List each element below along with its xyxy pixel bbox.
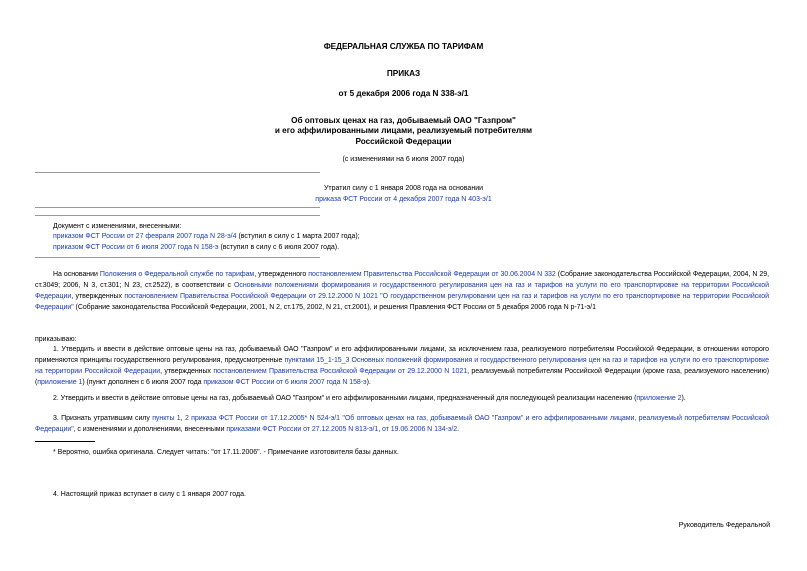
doc-title-line-1: Об оптовых ценах на газ, добываемый ОАО "Газпром" (291, 116, 516, 125)
doc-type: ПРИКАЗ (386, 69, 421, 78)
basic-provisions-link[interactable]: Основными положениями формирования и государственного регулирования цен на газ и тарифов на услуги по его транспортировке на территории Российской Федерации (35, 281, 770, 300)
item-text: 2. Утвердить и ввести в действие оптовые цены на газ, добываемый ОАО "Газпром" и его аффилированными лицами, предназначенный для последующей реализации населению ( (53, 395, 637, 402)
changes-intro: Документ с изменениями, внесенными: (53, 223, 182, 230)
agency-name: ФЕДЕРАЛЬНАЯ СЛУЖБА ПО ТАРИФАМ (323, 42, 484, 51)
order-158-link[interactable]: приказом ФСТ России от 6 июля 2007 года N 158-э (203, 378, 367, 386)
item-1-paragraph (35, 345, 769, 389)
basis-text: , утвержденных (71, 292, 125, 300)
item-text: , утвержденных (160, 367, 214, 375)
order-word: приказываю: (35, 336, 77, 343)
footnote-separator (35, 441, 95, 442)
gov-decree-332-link[interactable]: постановлением Правительства Российской Федерации от 30.06.2004 N 332 (308, 271, 556, 278)
gov-decree-1021-link[interactable]: постановлением Правительства Российской Федерации от 29.12.2000 N 1021 "О государственном регулировании цен на газ и тарифов на услуги по его транспортировке на территории Российской Федерации" (35, 292, 769, 311)
order-524-link[interactable]: приказа ФСТ России от 17.12.2005* N 524-э/1 "Об оптовых ценах на газ, добываемый ОАО "Газпром" и его аффилированными лицами, реализуемый потребителям Российской Федерации" (35, 415, 769, 433)
basis-text: (Собрание законодательства Российской Федерации, 2004, N 29, ст.3049; 2006, N 3, ст.301; N 23, ст.2522), в соответствии с (35, 271, 769, 289)
change-item-1-tail: (вступил в силу с 1 марта 2007 года); (236, 233, 360, 240)
item-4-paragraph: 4. Настоящий приказ вступает в силу с 1 января 2007 года. (53, 491, 246, 498)
changes-item-1 (53, 231, 360, 242)
points-15-link[interactable]: пунктами 15_1-15_3 Основных положений формирования и государственного регулирования цен на газ и тарифов на услуги по его транспортировке на территории Российской Федерации (35, 356, 770, 375)
item-2-paragraph (35, 394, 769, 405)
item-text: , с изменениями и дополнениями, внесенными (73, 425, 227, 433)
doc-title-line-2: и его аффилированными лицами, реализуемый потребителям (274, 126, 533, 135)
item-text: , (378, 425, 383, 433)
expired-order-link[interactable]: приказа ФСТ России от 4 декабря 2007 года N 403-э/1 (315, 196, 492, 203)
change-order-link-2[interactable]: приказом ФСТ России от 6 июля 2007 года N 158-э (53, 244, 219, 251)
item-3-paragraph (35, 414, 769, 436)
item-text: , реализуемый потребителям Российской Федерации (кроме газа, реализуемого населению) ( (35, 367, 769, 386)
item-text: 3. Признать утратившим силу (53, 415, 153, 422)
fst-regulation-link[interactable]: Положения о Федеральной службе по тарифам (99, 271, 255, 278)
appendix-2-link[interactable]: приложение 2 (636, 395, 682, 402)
basis-text: (Собрание законодательства Российской Федерации, 2001, N 2, ст.175, 2002, N 21, ст.2001), и решения Правления ФСТ России от 5 декабря 2006 года N р-71-э/1 (73, 303, 596, 311)
amendment-note: (с изменениями на 6 июля 2007 года) (342, 156, 465, 163)
point-2-link[interactable]: 2 (184, 415, 189, 422)
separator-line (35, 207, 320, 208)
item-text: ) (пункт дополнен с 6 июля 2007 года (82, 378, 204, 386)
item-text: . (457, 425, 460, 433)
point-1-link[interactable]: пункты 1 (152, 415, 181, 422)
appendix-1-link[interactable]: приложение 1 (37, 378, 83, 386)
item-text: ). (681, 395, 686, 402)
basis-text: , утвержденного (254, 271, 309, 278)
separator-line (35, 257, 320, 258)
order-813-link[interactable]: приказами ФСТ России от 27.12.2005 N 813-э/1 (226, 425, 379, 433)
item-text: 1. Утвердить и ввести в действие оптовые цены на газ, добываемый ОАО "Газпром" и его аффилированными лицами, за исключением газа, реализуемого потребителям Российской Федерации, в отношении которого применяются принципы государственного регулирования, предусмотренные (35, 346, 769, 364)
basis-paragraph (35, 270, 769, 314)
item-text: ). (366, 378, 371, 386)
doc-date-number: от 5 декабря 2006 года N 338-э/1 (338, 89, 469, 98)
changes-item-2 (53, 242, 339, 253)
change-order-link-1[interactable]: приказом ФСТ России от 27 февраля 2007 года N 28-э/4 (53, 233, 237, 240)
expired-note: Утратил силу с 1 января 2008 года на основании (323, 185, 484, 192)
footnote: * Вероятно, ошибка оригинала. Следует читать: "от 17.11.2006". - Примечание изготовителя базы данных. (53, 449, 399, 456)
basis-text: На основании (53, 271, 100, 278)
separator-line (35, 215, 320, 216)
doc-title-line-3: Российской Федерации (355, 137, 452, 146)
item-text: , (180, 415, 185, 422)
expired-note-link-wrap (0, 194, 807, 205)
change-item-2-tail: (вступил в силу с 6 июля 2007 года). (218, 244, 340, 251)
signature-title: Руководитель Федеральной (678, 522, 770, 529)
separator-line (35, 172, 320, 173)
order-134-link[interactable]: от 19.06.2006 N 134-э/2 (382, 425, 458, 433)
gov-decree-1021-link-2[interactable]: постановлением Правительства Российской Федерации от 29.12.2000 N 1021 (213, 367, 468, 375)
